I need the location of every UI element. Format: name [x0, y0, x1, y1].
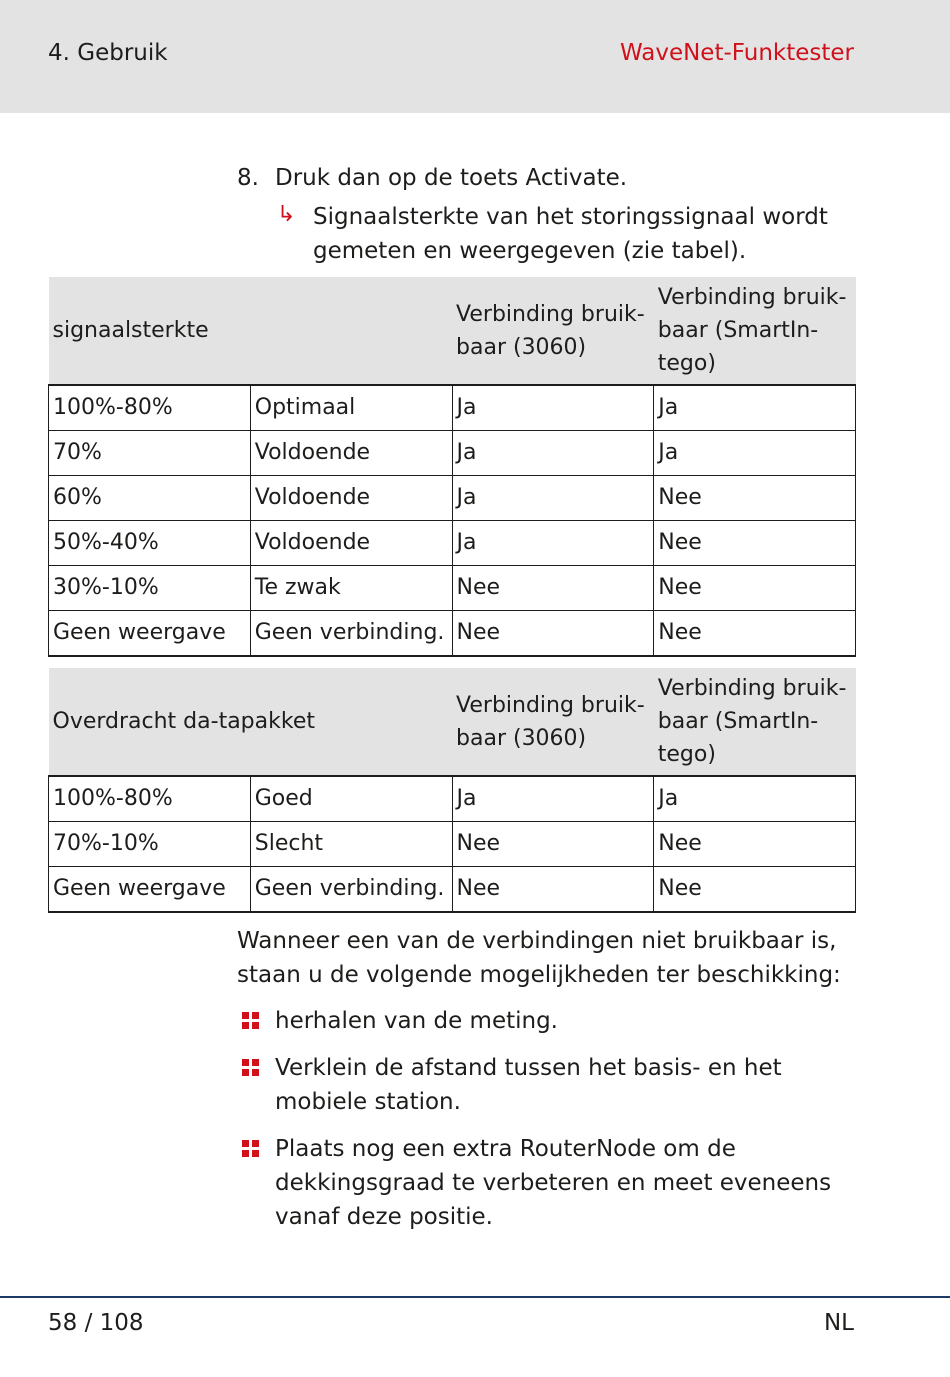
- table-cell: Ja: [654, 776, 856, 822]
- table-cell: Nee: [654, 521, 856, 566]
- table-cell: Nee: [452, 867, 654, 913]
- table-cell: 30%-10%: [49, 566, 251, 611]
- table-cell: Nee: [654, 822, 856, 867]
- list-item: [240, 1004, 860, 1038]
- table-cell: Voldoende: [250, 431, 452, 476]
- table-cell: Geen verbinding.: [250, 611, 452, 657]
- table-cell: Ja: [654, 385, 856, 431]
- list-item-text: Plaats nog een extra RouterNode om de dekkingsgraad te verbeteren en meet eveneens vanaf deze positie.: [275, 1136, 832, 1230]
- header-usable-3060: Verbinding bruik-baar (3060): [452, 668, 654, 776]
- table-cell: 60%: [49, 476, 251, 521]
- table-row: [49, 431, 856, 476]
- step-text: Druk dan op de toets Activate.: [275, 165, 628, 191]
- header-data-packet: Overdracht da-tapakket: [49, 668, 453, 776]
- table-cell: Te zwak: [250, 566, 452, 611]
- page-number: 58 / 108: [48, 1310, 144, 1336]
- options-paragraph: Wanneer een van de verbindingen niet bruikbaar is, staan u de volgende mogelijkheden ter beschikking:: [237, 928, 841, 988]
- table-row: [49, 566, 856, 611]
- data-packet-table: [48, 668, 856, 913]
- header-signal-strength: signaalsterkte: [49, 277, 453, 385]
- table-cell: Geen verbinding.: [250, 867, 452, 913]
- list-item: [240, 1051, 860, 1119]
- chapter-title: 4. Gebruik: [48, 40, 168, 66]
- table-row: [49, 476, 856, 521]
- list-item-text: Verklein de afstand tussen het basis- en het mobiele station.: [275, 1055, 782, 1115]
- table-cell: Geen weergave: [49, 611, 251, 657]
- table-cell: Optimaal: [250, 385, 452, 431]
- table-cell: Ja: [452, 776, 654, 822]
- header-usable-smartintego: Verbinding bruik-baar (SmartIn-tego): [654, 277, 856, 385]
- bullet-icon: [242, 1059, 260, 1077]
- table-cell: 100%-80%: [49, 776, 251, 822]
- page-header: [0, 0, 950, 113]
- table-cell: Ja: [452, 476, 654, 521]
- bullet-icon: [242, 1140, 260, 1158]
- table-cell: Voldoende: [250, 521, 452, 566]
- table-cell: 100%-80%: [49, 385, 251, 431]
- header-usable-3060: Verbinding bruik-baar (3060): [452, 277, 654, 385]
- table-cell: Nee: [654, 476, 856, 521]
- table-cell: 50%-40%: [49, 521, 251, 566]
- table-header-row: [49, 668, 856, 776]
- table-cell: Ja: [452, 385, 654, 431]
- table-cell: Voldoende: [250, 476, 452, 521]
- list-item-text: herhalen van de meting.: [275, 1008, 558, 1034]
- table-row: [49, 385, 856, 431]
- options-list: [240, 1004, 860, 1247]
- table-row: [49, 521, 856, 566]
- table-cell: Goed: [250, 776, 452, 822]
- result-arrow-icon: ↳: [277, 202, 296, 227]
- result-text: Signaalsterkte van het storingssignaal wordt gemeten en weergegeven (zie tabel).: [313, 204, 828, 264]
- table-cell: Nee: [452, 566, 654, 611]
- table-cell: 70%-10%: [49, 822, 251, 867]
- table-cell: Nee: [654, 611, 856, 657]
- table-cell: Nee: [654, 566, 856, 611]
- table-row: [49, 611, 856, 657]
- table-header-row: [49, 277, 856, 385]
- table-row: [49, 867, 856, 913]
- bullet-icon: [242, 1012, 260, 1030]
- table-cell: Geen weergave: [49, 867, 251, 913]
- table-cell: Nee: [654, 867, 856, 913]
- list-item: [240, 1132, 860, 1234]
- table-cell: Ja: [654, 431, 856, 476]
- step-number: 8.: [237, 165, 259, 191]
- header-usable-smartintego: Verbinding bruik-baar (SmartIn-tego): [654, 668, 856, 776]
- table-row: [49, 822, 856, 867]
- table-cell: Ja: [452, 431, 654, 476]
- product-title: WaveNet-Funktester: [619, 40, 854, 66]
- table-cell: Nee: [452, 822, 654, 867]
- table-row: [49, 776, 856, 822]
- table-cell: 70%: [49, 431, 251, 476]
- table-cell: Ja: [452, 521, 654, 566]
- footer-divider: [0, 1296, 950, 1298]
- signal-strength-table: [48, 277, 856, 657]
- language-code: NL: [823, 1310, 854, 1336]
- table-cell: Nee: [452, 611, 654, 657]
- table-cell: Slecht: [250, 822, 452, 867]
